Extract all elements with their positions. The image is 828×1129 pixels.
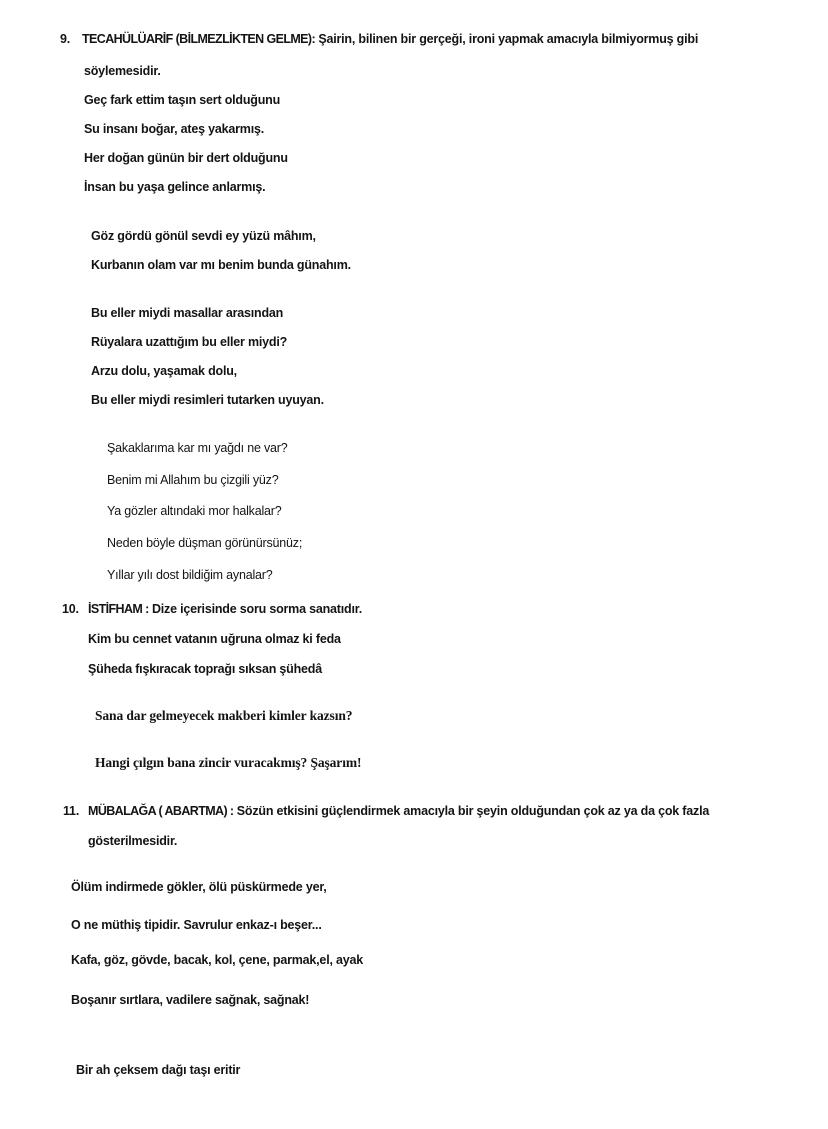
poem-line: Bir ah çeksem dağı taşı eritir xyxy=(76,1063,241,1077)
poem-line: Ölüm indirmede gökler, ölü püskürmede yer, xyxy=(71,880,327,894)
poem-line: Göz gördü gönül sevdi ey yüzü mâhım, xyxy=(91,229,316,243)
section-definition: Dize içerisinde soru sorma sanatıdır. xyxy=(148,602,362,616)
poem-line: Geç fark ettim taşın sert olduğunu xyxy=(84,93,281,107)
poem-line: Her doğan günün bir dert olduğunu xyxy=(84,151,288,165)
section-definition-continued: söylemesidir. xyxy=(84,64,161,78)
poem-line: Ya gözler altındaki mor halkalar? xyxy=(107,504,282,518)
section-10-heading xyxy=(62,601,362,617)
poem-line: Bu eller miydi resimleri tutarken uyuyan. xyxy=(91,393,324,407)
poem-line: Hangi çılgın bana zincir vuracakmış? Şaşarım! xyxy=(95,755,362,770)
section-term: MÜBALAĞA ( ABARTMA) : xyxy=(88,804,234,818)
poem-line: Şüheda fışkıracak toprağı sıksan şühedâ xyxy=(88,662,322,676)
section-number: 10. xyxy=(62,602,79,616)
poem-line: Rüyalara uzattığım bu eller miydi? xyxy=(91,335,288,349)
section-definition-continued: gösterilmesidir. xyxy=(88,834,178,848)
poem-line: İnsan bu yaşa gelince anlarmış. xyxy=(84,180,266,194)
section-9-heading xyxy=(60,31,698,47)
poem-line: Şakaklarıma kar mı yağdı ne var? xyxy=(107,441,288,455)
poem-line: Benim mi Allahım bu çizgili yüz? xyxy=(107,473,279,487)
poem-line: Su insanı boğar, ateş yakarmış. xyxy=(84,122,264,136)
poem-line: Boşanır sırtlara, vadilere sağnak, sağnak! xyxy=(71,993,310,1007)
poem-line: Kurbanın olam var mı benim bunda günahım. xyxy=(91,258,351,272)
poem-line: Sana dar gelmeyecek makberi kimler kazsın? xyxy=(95,708,353,723)
section-term: İSTİFHAM : xyxy=(88,602,149,616)
section-term: TECAHÜLÜARİF (BİLMEZLİKTEN GELME): xyxy=(82,32,316,46)
section-number: 11. xyxy=(63,804,80,818)
poem-line: Arzu dolu, yaşamak dolu, xyxy=(91,364,237,378)
poem-line: Kafa, göz, gövde, bacak, kol, çene, parmak,el, ayak xyxy=(71,953,364,967)
poem-line: Kim bu cennet vatanın uğruna olmaz ki feda xyxy=(88,632,341,646)
section-definition: Sözün etkisini güçlendirmek amacıyla bir şeyin olduğundan çok az ya da çok fazla xyxy=(233,804,710,818)
section-definition: Şairin, bilinen bir gerçeği, ironi yapmak amacıyla bilmiyormuş gibi xyxy=(315,32,699,46)
poem-line: Bu eller miydi masallar arasından xyxy=(91,306,284,320)
section-number: 9. xyxy=(60,32,71,46)
poem-line: Yıllar yılı dost bildiğim aynalar? xyxy=(107,568,273,582)
section-11-heading xyxy=(63,803,709,819)
poem-line: Neden böyle düşman görünürsünüz; xyxy=(107,536,303,550)
poem-line: O ne müthiş tipidir. Savrulur enkaz-ı beşer... xyxy=(71,918,322,932)
